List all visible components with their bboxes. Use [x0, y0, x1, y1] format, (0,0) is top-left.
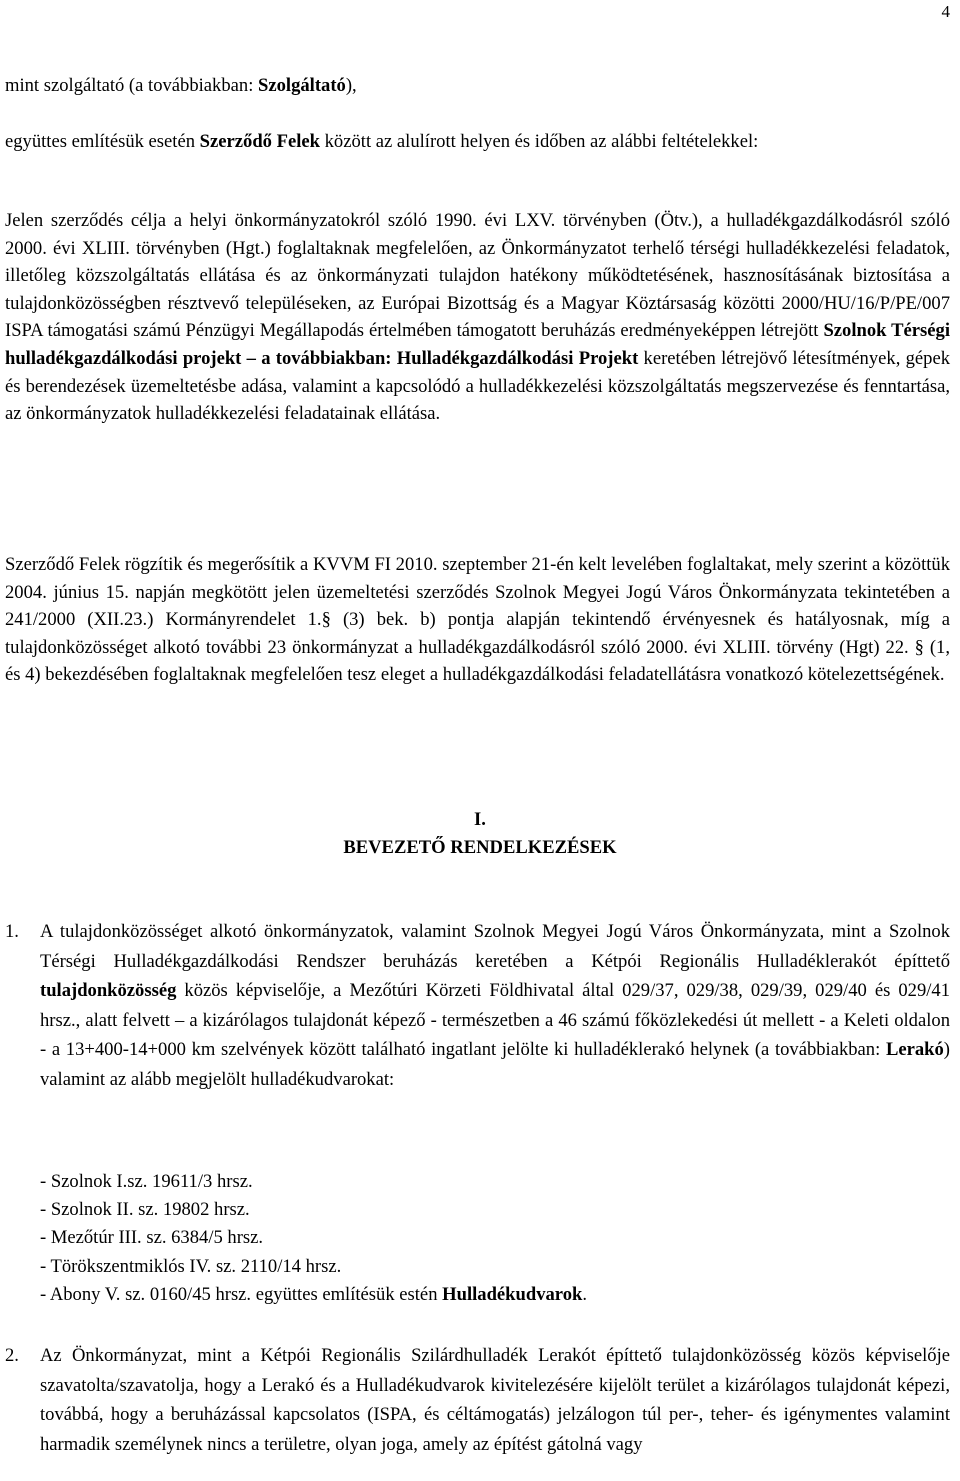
paragraph-bold-text: Szolgáltató [258, 75, 346, 96]
waste-yard-list [40, 1168, 950, 1309]
list-item-text: . [582, 1283, 587, 1305]
item-number: 2. [5, 1345, 19, 1366]
paragraph-service-provider [5, 72, 950, 100]
page-number: 4 [941, 2, 950, 21]
paragraph-text: ), [345, 75, 357, 96]
numbered-item-2 [5, 1341, 950, 1459]
item-bold-text: Lerakó [885, 1039, 944, 1061]
paragraph-confirmation [5, 551, 950, 689]
list-item [40, 1196, 950, 1224]
list-item-text: - Mezőtúr III. sz. 6384/5 hrsz. [40, 1227, 264, 1249]
list-item-text: - Szolnok II. sz. 19802 hrsz. [40, 1199, 250, 1221]
paragraph-text: mint szolgáltató (a továbbiakban: [5, 75, 259, 96]
item-number: 1. [5, 921, 19, 942]
paragraph-parties [5, 128, 950, 156]
list-item [40, 1253, 950, 1281]
paragraph-text: Szerződő Felek rögzítik és megerősítik a KVVM FI 2010. szeptember 21-én kelt levelében foglaltakat, mely szerint a közöttük 2004. június 15. napján megkötött jelen üzemeltetési szerződés Szolnok Megyei Jogú Város Önkormányzata tekintetében a 241/2000 (XII.23.) Kormányrendelet 1.§ (3) bek. b) pontja alapján tekintendő érvényesnek és hatályosnak, míg a tulajdonközösséget alkotó további 23 önkormányzat a hulladékgazdálkodásról szóló 2000. évi XLIII. törvény (Hgt) 22. § (1, és 4) bekezdésében foglaltaknak megfelelően tesz eleget a hulladékgazdálkodási feladatellátásra vonatkozó kötelezettségének. [5, 554, 950, 686]
list-item-text: - Szolnok I.sz. 19611/3 hrsz. [40, 1171, 253, 1192]
paragraph-bold-text: Szerződő Felek [199, 131, 320, 152]
item-text: ) valamint az alább megjelölt hulladékudvarokat: [40, 1039, 950, 1090]
list-item [40, 1168, 950, 1196]
item-text: A tulajdonközösséget alkotó önkormányzatok, valamint Szolnok Megyei Jogú Város Önkormányzata, mint a Szolnok Térségi Hulladékgazdálkodási Rendszer beruházás keretében a Kétpói Regionális Hulladéklerakót építtető [40, 921, 950, 972]
item-bold-text: tulajdonközösség [40, 980, 177, 1002]
paragraph-text: között az alulírott helyen és időben az alábbi feltételekkel: [319, 131, 759, 152]
list-item-bold-text: Hulladékudvarok [442, 1283, 583, 1305]
paragraph-bold-text: Szolnok Térségi hulladékgazdálkodási projekt – a továbbiakban: Hulladékgazdálkodási Projekt [5, 320, 950, 369]
item-body [40, 917, 950, 1095]
list-item-text: - Törökszentmiklós IV. sz. 2110/14 hrsz. [40, 1255, 342, 1277]
paragraph-text: együttes említésük esetén [5, 131, 200, 152]
section-title: BEVEZETŐ RENDELKEZÉSEK [343, 837, 617, 858]
list-item [40, 1281, 950, 1309]
section-number: I. [474, 809, 486, 830]
paragraph-text: keretében létrejövő létesítmények, gépek és berendezések üzemeltetésbe adása, valamint a kapcsolódó a hulladékkezelési közszolgáltatás megszervezése és fenntartása, az önkormányzatok hulladékkezelési feladatainak ellátása. [5, 347, 950, 425]
item-body [40, 1341, 950, 1459]
item-text: közös képviselője, a Mezőtúri Körzeti Földhivatal által 029/37, 029/38, 029/39, 029/40 és 029/41 hrsz., alatt felvett – a kizárólagos tulajdonát képező - természetben a 46 számú főközlekedési út mellett - a Keleti oldalon - a 13+400-14+000 km szelvények között található ingatlant jelölte ki hulladéklerakó helynek (a továbbiakban: [40, 980, 950, 1061]
list-item [40, 1224, 950, 1252]
list-item-text: - Abony V. sz. 0160/45 hrsz. együttes említésük estén [40, 1283, 443, 1305]
numbered-item-1 [5, 917, 950, 1095]
item-text: Az Önkormányzat, mint a Kétpói Regionális Szilárdhulladék Lerakót építtető tulajdonközösség közös képviselője szavatolta/szavatolja, hogy a Lerakó és a Hulladékudvarok kivitelezésére kijelölt terület a kizárólagos tulajdonát képezi, továbbá, hogy a beruházással kapcsolatos (ISPA, és céltámogatás) jelzálogon túl per-, teher- és igénymentes valamint harmadik személynek nincs a területre, olyan joga, amely az építést gátolná vagy [40, 1345, 950, 1455]
paragraph-text: Jelen szerződés célja a helyi önkormányzatokról szóló 1990. évi LXV. törvényben (Ötv.), a hulladékgazdálkodásról szóló 2000. évi XLIII. törvényben (Hgt.) foglaltaknak megfelelően, az Önkormányzatot terhelő térségi hulladékkezelési feladatok, illetőleg közszolgáltatás ellátása és az önkormányzati tulajdon hatékony működtetésének, hasznosításának biztosítása a tulajdonközösségben résztvevő településeken, az Európai Bizottság és a Magyar Köztársaság közötti 2000/HU/16/P/PE/007 ISPA támogatási számú Pénzügyi Megállapodás értelmében támogatott beruházás eredményeképpen létrejött [5, 210, 950, 342]
paragraph-contract-purpose [5, 207, 950, 428]
